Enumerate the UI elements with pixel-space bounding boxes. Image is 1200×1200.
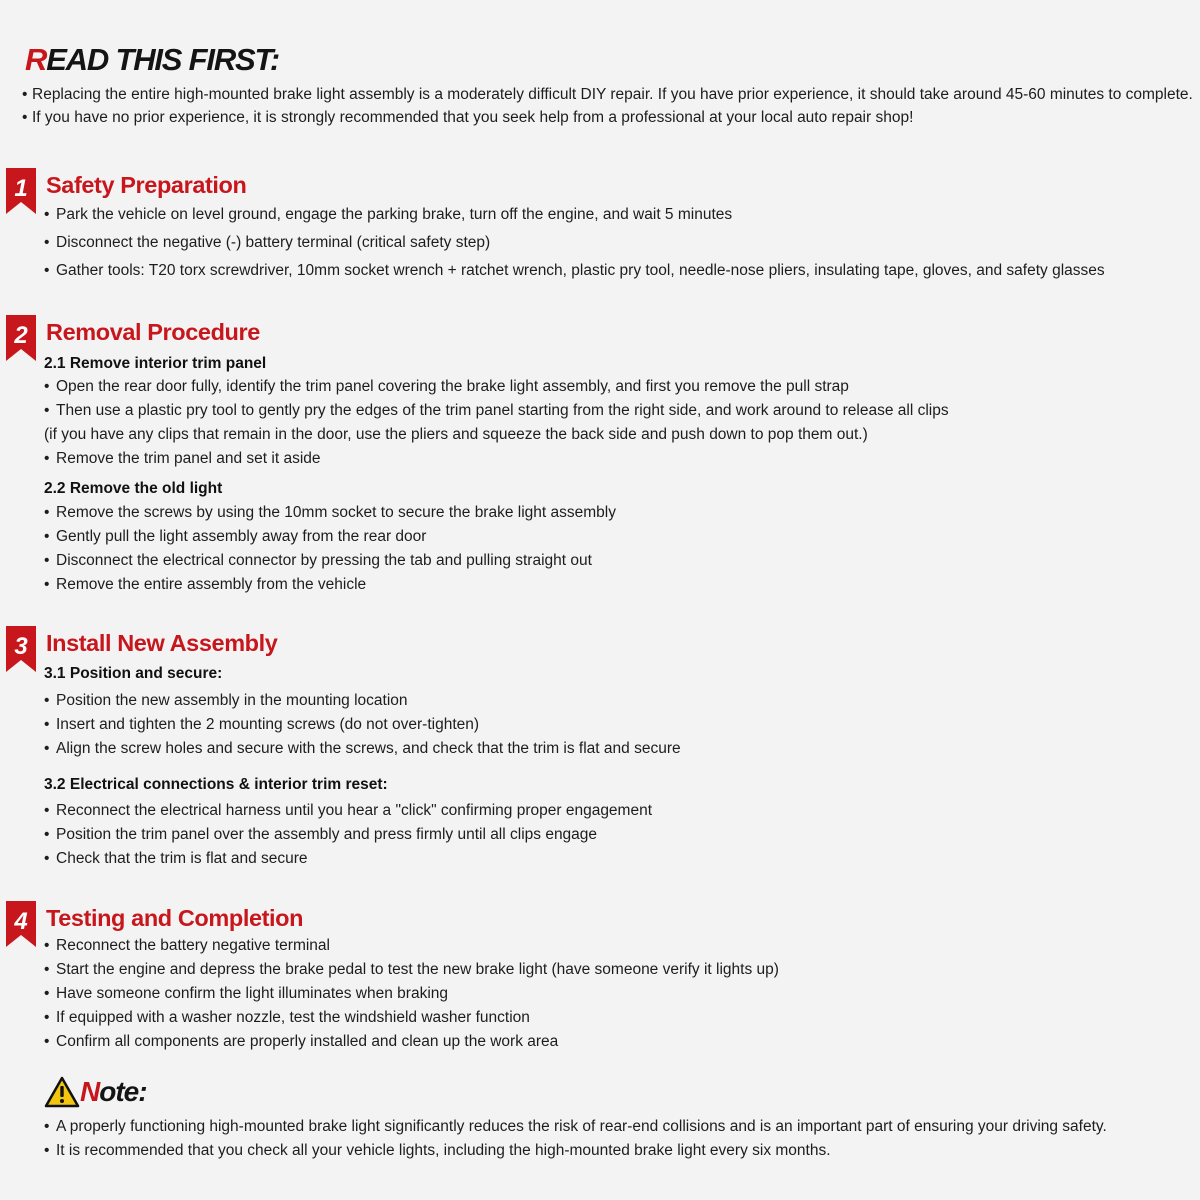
warning-triangle-icon: [44, 1076, 80, 1108]
bullet-dot: •: [44, 1142, 50, 1159]
bullet-dot: •: [44, 802, 50, 819]
note-title-rest: ote:: [99, 1076, 147, 1107]
read-first-heading: [25, 42, 279, 78]
list-item: [44, 504, 616, 522]
list-item-text: Gently pull the light assembly away from the rear door: [56, 528, 427, 545]
bullet-dot: •: [44, 1009, 50, 1026]
sub-heading: 3.2 Electrical connections & interior trim reset:: [44, 776, 388, 793]
list-item-text: If equipped with a washer nozzle, test the windshield washer function: [56, 1009, 530, 1026]
list-item-text: Remove the entire assembly from the vehicle: [56, 576, 367, 593]
note-title-initial: N: [80, 1076, 100, 1107]
list-item: [44, 450, 321, 468]
list-item-text: Have someone confirm the light illuminates when braking: [56, 985, 449, 1002]
list-item-text: Park the vehicle on level ground, engage the parking brake, turn off the engine, and wait 5 minutes: [56, 206, 733, 223]
section-title: Install New Assembly: [46, 630, 278, 656]
bullet-dot: •: [44, 262, 50, 279]
ribbon-badge-icon: [6, 315, 36, 361]
step-number: 3: [14, 633, 28, 660]
bullet-dot: •: [44, 450, 50, 467]
bullet-dot: •: [22, 109, 28, 126]
bullet-dot: •: [44, 378, 50, 395]
list-item-text: Open the rear door fully, identify the trim panel covering the brake light assembly, and first you remove the pull strap: [56, 378, 849, 395]
bullet-dot: •: [22, 86, 28, 103]
sub-heading: 2.1 Remove interior trim panel: [44, 355, 267, 372]
step-badge-1: [6, 168, 36, 214]
list-item-text: Reconnect the electrical harness until you hear a "click" confirming proper engagement: [56, 802, 653, 819]
list-item-text: A properly functioning high-mounted brake light significantly reduces the risk of rear-end collisions and is an important part of ensuring your driving safety.: [56, 1118, 1107, 1135]
section-title: Testing and Completion: [46, 905, 304, 931]
bullet-dot: •: [44, 528, 50, 545]
note-title: [80, 1076, 147, 1108]
list-item: [44, 1033, 558, 1051]
list-item-text: Check that the trim is flat and secure: [56, 850, 308, 867]
list-item: [44, 1118, 1107, 1136]
list-item: [44, 850, 308, 868]
bullet-dot: •: [44, 740, 50, 757]
bullet-dot: •: [44, 985, 50, 1002]
intro-bullet: [22, 109, 913, 127]
list-item: [44, 802, 652, 820]
bullet-dot: •: [44, 504, 50, 521]
list-item-text: Start the engine and depress the brake pedal to test the new brake light (have someone verify it lights up): [56, 961, 779, 978]
list-item-note: (if you have any clips that remain in the door, use the pliers and squeeze the back side and push down to pop them out.): [44, 426, 868, 443]
ribbon-badge-icon: [6, 901, 36, 947]
list-item-text: Gather tools: T20 torx screwdriver, 10mm socket wrench + ratchet wrench, plastic pry tool, needle-nose pliers, insulating tape, gloves, and safety glasses: [56, 262, 1105, 279]
read-first-heading-initial: R: [25, 42, 47, 77]
list-item-text: Remove the screws by using the 10mm socket to secure the brake light assembly: [56, 504, 616, 521]
step-number: 2: [14, 322, 28, 349]
bullet-dot: •: [44, 402, 50, 419]
bullet-dot: •: [44, 1033, 50, 1050]
list-item: [44, 402, 949, 420]
step-badge-2: [6, 315, 36, 361]
ribbon-badge-icon: [6, 626, 36, 672]
list-item: [44, 552, 592, 570]
intro-bullet-text: Replacing the entire high-mounted brake light assembly is a moderately difficult DIY repair. If you have prior experience, it should take around 45-60 minutes to complete.: [32, 86, 1193, 103]
list-item: [44, 740, 681, 758]
bullet-dot: •: [44, 692, 50, 709]
section-title: Removal Procedure: [46, 319, 260, 345]
bullet-dot: •: [44, 826, 50, 843]
list-item-text: Reconnect the battery negative terminal: [56, 937, 330, 954]
list-item: [44, 826, 597, 844]
bullet-dot: •: [44, 206, 50, 223]
list-item-text: Then use a plastic pry tool to gently pry the edges of the trim panel starting from the right side, and work around to release all clips: [56, 402, 949, 419]
bullet-dot: •: [44, 552, 50, 569]
list-item-text: Insert and tighten the 2 mounting screws (do not over-tighten): [56, 716, 480, 733]
list-item: [44, 937, 330, 955]
list-item-text: Disconnect the electrical connector by pressing the tab and pulling straight out: [56, 552, 592, 569]
list-item: [44, 1142, 831, 1160]
list-item: [44, 961, 779, 979]
section-title: Safety Preparation: [46, 172, 247, 198]
list-item-text: Disconnect the negative (-) battery terminal (critical safety step): [56, 234, 491, 251]
bullet-dot: •: [44, 937, 50, 954]
bullet-dot: •: [44, 576, 50, 593]
step-badge-4: [6, 901, 36, 947]
bullet-dot: •: [44, 850, 50, 867]
list-item-text: Position the trim panel over the assembly and press firmly until all clips engage: [56, 826, 598, 843]
list-item: [44, 378, 849, 396]
list-item-text: Position the new assembly in the mounting location: [56, 692, 408, 709]
intro-bullet-text: If you have no prior experience, it is strongly recommended that you seek help from a professional at your local auto repair shop!: [32, 109, 914, 126]
list-item: [44, 206, 732, 224]
list-item: [44, 1009, 530, 1027]
list-item: [44, 234, 490, 252]
step-number: 1: [14, 175, 28, 202]
step-number: 4: [14, 908, 28, 935]
bullet-dot: •: [44, 961, 50, 978]
sub-heading: 3.1 Position and secure:: [44, 665, 223, 682]
list-item: [44, 692, 408, 710]
intro-bullet: [22, 86, 1193, 104]
list-item: [44, 528, 426, 546]
list-item-text: Align the screw holes and secure with the screws, and check that the trim is flat and secure: [56, 740, 681, 757]
bullet-dot: •: [44, 716, 50, 733]
bullet-dot: •: [44, 1118, 50, 1135]
note-heading: [44, 1076, 147, 1112]
ribbon-badge-icon: [6, 168, 36, 214]
read-first-heading-rest: EAD THIS FIRST:: [46, 42, 280, 77]
bullet-dot: •: [44, 234, 50, 251]
list-item-text: Confirm all components are properly installed and clean up the work area: [56, 1033, 559, 1050]
list-item: [44, 716, 479, 734]
list-item: [44, 262, 1105, 280]
list-item-text: It is recommended that you check all your vehicle lights, including the high-mounted brake light every six months.: [56, 1142, 831, 1159]
step-badge-3: [6, 626, 36, 672]
sub-heading: 2.2 Remove the old light: [44, 480, 223, 497]
list-item: [44, 576, 366, 594]
list-item: [44, 985, 448, 1003]
list-item-text: Remove the trim panel and set it aside: [56, 450, 321, 467]
